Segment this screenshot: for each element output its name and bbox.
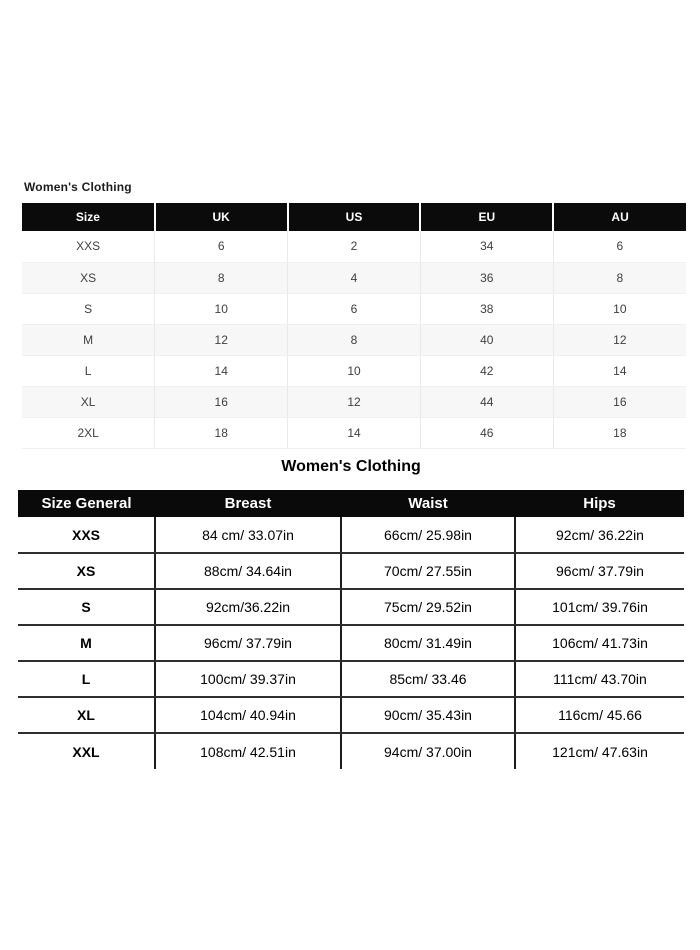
measurement-size-cell: L — [18, 661, 155, 697]
measurement-row — [18, 589, 684, 625]
conversion-value-cell: 12 — [288, 386, 421, 417]
conversion-value-cell: 34 — [420, 231, 553, 262]
conversion-value-cell: 10 — [288, 355, 421, 386]
size-conversion-table — [22, 203, 686, 449]
conversion-value-cell: 10 — [155, 293, 288, 324]
conversion-value-cell: 10 — [553, 293, 686, 324]
measurement-column-header: Hips — [515, 490, 684, 517]
conversion-value-cell: 16 — [155, 386, 288, 417]
conversion-value-cell: 12 — [155, 324, 288, 355]
conversion-column-header: US — [288, 203, 421, 231]
measurement-row — [18, 625, 684, 661]
measurement-value-cell: 108cm/ 42.51in — [155, 733, 341, 769]
measurement-value-cell: 96cm/ 37.79in — [515, 553, 684, 589]
measurement-value-cell: 101cm/ 39.76in — [515, 589, 684, 625]
conversion-size-cell: S — [22, 293, 155, 324]
conversion-value-cell: 14 — [288, 417, 421, 448]
measurement-header — [18, 490, 684, 517]
conversion-value-cell: 18 — [553, 417, 686, 448]
header-row — [22, 203, 686, 231]
conversion-size-cell: XS — [22, 262, 155, 293]
measurement-value-cell: 75cm/ 29.52in — [341, 589, 515, 625]
measurement-size-cell: XXS — [18, 517, 155, 553]
conversion-value-cell: 40 — [420, 324, 553, 355]
measurement-size-cell: XXL — [18, 733, 155, 769]
measurement-value-cell: 92cm/ 36.22in — [515, 517, 684, 553]
conversion-size-cell: XL — [22, 386, 155, 417]
measurement-value-cell: 80cm/ 31.49in — [341, 625, 515, 661]
conversion-value-cell: 38 — [420, 293, 553, 324]
conversion-row — [22, 293, 686, 324]
measurement-value-cell: 116cm/ 45.66 — [515, 697, 684, 733]
conversion-value-cell: 6 — [553, 231, 686, 262]
measurement-column-header: Breast — [155, 490, 341, 517]
conversion-value-cell: 6 — [288, 293, 421, 324]
conversion-value-cell: 16 — [553, 386, 686, 417]
conversion-row — [22, 417, 686, 448]
measurement-column-header: Waist — [341, 490, 515, 517]
measurement-value-cell: 84 cm/ 33.07in — [155, 517, 341, 553]
measurement-size-cell: XL — [18, 697, 155, 733]
measurement-row — [18, 661, 684, 697]
measurement-value-cell: 90cm/ 35.43in — [341, 697, 515, 733]
conversion-value-cell: 42 — [420, 355, 553, 386]
conversion-row — [22, 324, 686, 355]
conversion-value-cell: 8 — [553, 262, 686, 293]
conversion-value-cell: 44 — [420, 386, 553, 417]
conversion-row — [22, 355, 686, 386]
measurement-row — [18, 733, 684, 769]
measurement-value-cell: 100cm/ 39.37in — [155, 661, 341, 697]
conversion-row — [22, 386, 686, 417]
measurement-value-cell: 106cm/ 41.73in — [515, 625, 684, 661]
conversion-value-cell: 4 — [288, 262, 421, 293]
conversion-size-cell: 2XL — [22, 417, 155, 448]
conversion-value-cell: 46 — [420, 417, 553, 448]
conversion-column-header: Size — [22, 203, 155, 231]
measurement-row — [18, 517, 684, 553]
conversion-table-label: Women's Clothing — [24, 180, 132, 194]
measurement-value-cell: 88cm/ 34.64in — [155, 553, 341, 589]
measurement-column-header: Size General — [18, 490, 155, 517]
measurement-value-cell: 66cm/ 25.98in — [341, 517, 515, 553]
conversion-value-cell: 14 — [155, 355, 288, 386]
header-row — [18, 490, 684, 517]
conversion-size-cell: XXS — [22, 231, 155, 262]
measurement-body — [18, 517, 684, 769]
conversion-value-cell: 2 — [288, 231, 421, 262]
measurement-table — [18, 490, 684, 769]
conversion-value-cell: 6 — [155, 231, 288, 262]
conversion-column-header: AU — [553, 203, 686, 231]
conversion-row — [22, 231, 686, 262]
measurement-value-cell: 96cm/ 37.79in — [155, 625, 341, 661]
measurement-value-cell: 121cm/ 47.63in — [515, 733, 684, 769]
measurement-size-cell: XS — [18, 553, 155, 589]
conversion-size-cell: L — [22, 355, 155, 386]
conversion-value-cell: 8 — [155, 262, 288, 293]
measurement-value-cell: 94cm/ 37.00in — [341, 733, 515, 769]
conversion-value-cell: 8 — [288, 324, 421, 355]
conversion-column-header: UK — [155, 203, 288, 231]
measurement-value-cell: 104cm/ 40.94in — [155, 697, 341, 733]
measurement-value-cell: 111cm/ 43.70in — [515, 661, 684, 697]
size-conversion-header — [22, 203, 686, 231]
conversion-value-cell: 36 — [420, 262, 553, 293]
conversion-value-cell: 14 — [553, 355, 686, 386]
measurement-row — [18, 697, 684, 733]
conversion-value-cell: 12 — [553, 324, 686, 355]
conversion-size-cell: M — [22, 324, 155, 355]
measurement-row — [18, 553, 684, 589]
measurement-size-cell: M — [18, 625, 155, 661]
measurement-value-cell: 92cm/36.22in — [155, 589, 341, 625]
conversion-value-cell: 18 — [155, 417, 288, 448]
measurement-size-cell: S — [18, 589, 155, 625]
conversion-row — [22, 262, 686, 293]
size-conversion-body — [22, 231, 686, 448]
measurement-value-cell: 85cm/ 33.46 — [341, 661, 515, 697]
conversion-column-header: EU — [420, 203, 553, 231]
measurement-table-title: Women's Clothing — [281, 458, 421, 475]
measurement-value-cell: 70cm/ 27.55in — [341, 553, 515, 589]
